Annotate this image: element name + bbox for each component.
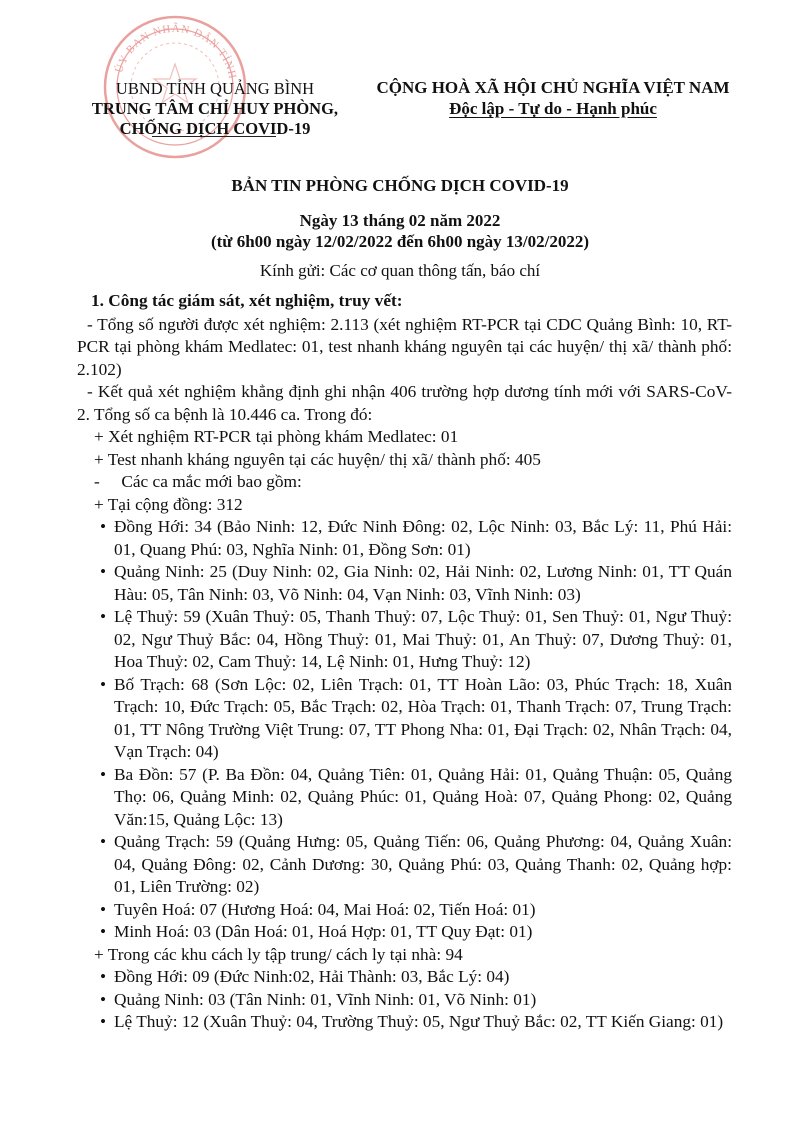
issuer-line-3: CHỐNG DỊCH COVID-19 [119, 119, 311, 138]
rapid-test-line: + Test nhanh kháng nguyên tại các huyện/ thị xã/ thành phố: 405 [94, 449, 541, 469]
community-item-dong-hoi: • Đồng Hới: 34 (Bảo Ninh: 12, Đức Ninh Đông: 02, Lộc Ninh: 03, Bắc Lý: 11, Phú Hải: 01, Quang Phú: 03, Nghĩa Ninh: 01, Đồng Sơn: 01) [77, 516, 732, 561]
community-item-le-thuy: • Lệ Thuỷ: 59 (Xuân Thuỷ: 05, Thanh Thuỷ: 07, Lộc Thuỷ: 01, Sen Thuỷ: 01, Ngư Thuỷ: 02, Ngư Thuỷ Bắc: 04, Hồng Thuỷ: 01, Mai Thuỷ: 01, An Thuỷ: 07, Dương Thuỷ: 01, Hoa Thuỷ: 02, Cam Thuỷ: 14, Lệ Ninh: 01, Hưng Thuỷ: 12) [77, 606, 732, 674]
national-title: CỘNG HOÀ XÃ HỘI CHỦ NGHĨA VIỆT NAM [376, 78, 730, 97]
new-cases-line: - Các ca mắc mới bao gồm: [94, 472, 302, 491]
community-item-bo-trach: • Bố Trạch: 68 (Sơn Lộc: 02, Liên Trạch: 01, TT Hoàn Lão: 03, Phúc Trạch: 18, Xuân Trạch: 10, Đức Trạch: 05, Bắc Trạch: 02, Hòa Trạch: 01, Thanh Trạch: 07, Trung Trạch: 01, TT Nông Trường Việt Trung: 07, TT Phong Nha: 01, Đại Trạch: 02, Nhân Trạch: 04, Vạn Trạch: 04) [77, 674, 732, 764]
issuer-line-1: UBND TỈNH QUẢNG BÌNH [115, 79, 315, 98]
tested-paragraph: - Tổng số người được xét nghiệm: 2.113 (xét nghiệm RT-PCR tại CDC Quảng Bình: 10, RT-PCR tại phòng khám Medlatec: 01, test nhanh kháng nguyên tại các huyện/ thị xã/ thành phố: 2.102) [77, 314, 732, 379]
bulletin-period: (từ 6h00 ngày 12/02/2022 đến 6h00 ngày 13/02/2022) [210, 232, 590, 251]
bulletin-title: BẢN TIN PHÒNG CHỐNG DỊCH COVID-19 [231, 176, 569, 195]
community-heading: + Tại cộng đồng: 312 [94, 494, 243, 514]
community-item-tuyen-hoa: • Tuyên Hoá: 07 (Hương Hoá: 04, Mai Hoá: 02, Tiến Hoá: 01) [77, 899, 732, 922]
national-motto-block [358, 77, 748, 119]
issuer-underline [152, 136, 276, 137]
quarantine-item-le-thuy: • Lệ Thuỷ: 12 (Xuân Thuỷ: 04, Trường Thuỷ: 05, Ngư Thuỷ Bắc: 02, TT Kiến Giang: 01) [77, 1011, 732, 1034]
results-paragraph: - Kết quả xét nghiệm khẳng định ghi nhận 406 trường hợp dương tính mới với SARS-CoV-2. Tổng số ca bệnh là 10.446 ca. Trong đó: [77, 382, 732, 424]
section-heading: 1. Công tác giám sát, xét nghiệm, truy vết: [91, 291, 403, 310]
bulletin-body [77, 290, 732, 1034]
svg-text:ỦY BAN NHÂN DÂN TỈNH: ỦY BAN NHÂN DÂN TỈNH [113, 22, 239, 81]
issuer-line-2: TRUNG TÂM CHỈ HUY PHÒNG, [91, 99, 339, 118]
community-item-minh-hoa: • Minh Hoá: 03 (Dân Hoá: 01, Hoá Hợp: 01, TT Quy Đạt: 01) [77, 921, 732, 944]
national-motto: Độc lập - Tự do - Hạnh phúc [449, 99, 657, 118]
community-item-quang-trach: • Quảng Trạch: 59 (Quảng Hưng: 05, Quảng Tiến: 06, Quảng Phương: 04, Quảng Xuân: 04, Quảng Đông: 02, Cảnh Dương: 30, Quảng Phú: 03, Quảng Thanh: 02, Quảng hợp: 01, Liên Trường: 02) [77, 831, 732, 899]
quarantine-item-quang-ninh: • Quảng Ninh: 03 (Tân Ninh: 01, Vĩnh Ninh: 01, Võ Ninh: 01) [77, 989, 732, 1012]
community-item-ba-don: • Ba Đồn: 57 (P. Ba Đồn: 04, Quảng Tiên: 01, Quảng Hải: 01, Quảng Thuận: 05, Quảng Thọ: 06, Quảng Minh: 02, Quảng Phúc: 01, Quảng Hoà: 07, Quảng Phong: 02, Quảng Văn:15, Quảng Lộc: 13) [77, 764, 732, 832]
bulletin-date: Ngày 13 tháng 02 năm 2022 [299, 211, 501, 230]
issuer-block [70, 79, 360, 139]
quarantine-heading: + Trong các khu cách ly tập trung/ cách ly tại nhà: 94 [94, 944, 463, 964]
recipient-line: Kính gửi: Các cơ quan thông tấn, báo chí [259, 261, 541, 280]
rtpcr-line: + Xét nghiệm RT-PCR tại phòng khám Medlatec: 01 [94, 427, 459, 446]
quarantine-item-dong-hoi: • Đồng Hới: 09 (Đức Ninh:02, Hải Thành: 03, Bắc Lý: 04) [77, 966, 732, 989]
community-item-quang-ninh: • Quảng Ninh: 25 (Duy Ninh: 02, Gia Ninh: 02, Hải Ninh: 02, Lương Ninh: 01, TT Quán Hàu: 05, Tân Ninh: 03, Võ Ninh: 04, Vạn Ninh: 03, Vĩnh Ninh: 03) [77, 561, 732, 606]
